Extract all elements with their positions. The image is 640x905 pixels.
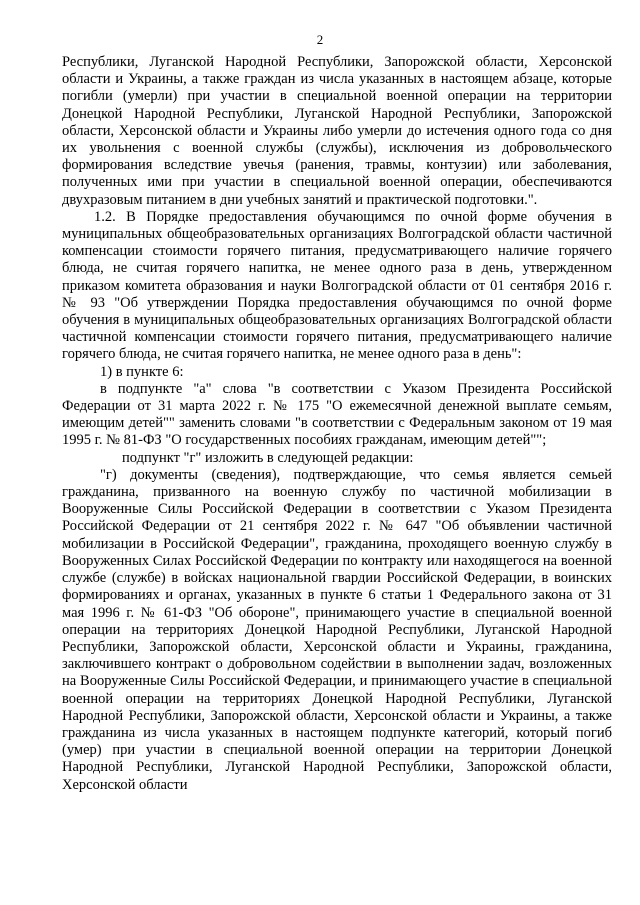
paragraph-item-1: 1) в пункте 6: (100, 363, 184, 380)
paragraph-subitem-g-text: "г) документы (сведения), подтверждающие, что семья является семьей гражданина, призванного на военную службу по частичной мобилизации в Вооруженные Силы Российской Федерации в соответствии с Указом Президента Российской Федерации от 21 сентября 2022 г. № 647 "Об объявлении частичной мобилизации в Российской Федерации", гражданина, проходящего военную службу в Вооруженных Силах Российской Федерации по контракту или находящегося на военной службе (службе) в войсках национальной гвардии Российской Федерации, в воинских формированиях и органах, указанных в пункте 6 статьи 1 Федерального закона от 31 мая 1996 г. № 61-ФЗ "Об обороне", принимающего участие в специальной военной операции на территориях Донецкой Народной Республики, Луганской Народной Республики, Запорожской области, Херсонской области и Украины, гражданина, заключившего контракт о добровольном содействии в выполнении задач, возложенных на Вооруженные Силы Российской Федерации, и принимающего участие в специальной военной операции на территориях Донецкой Народной Республики, Луганской Народной Республики, Запорожской области, Херсонской области и Украины, а также гражданина из числа указанных в настоящем подпункте категорий, который погиб (умер) при участии в специальной военной операции на территории Донецкой Народной Республики, Луганской Народной Республики, Запорожской области, Херсонской области (62, 466, 612, 793)
paragraph-subitem-g-intro: подпункт "г" изложить в следующей редакции: (122, 449, 414, 466)
paragraph-continuation: Республики, Луганской Народной Республики, Запорожской области, Херсонской области и Украины, а также граждан из числа указанных в настоящем абзаце, которые погибли (умерли) при участии в специальной военной операции на территории Донецкой Народной Республики, Луганской Народной Республики, Запорожской области, Херсонской области и Украины либо умерли до истечения одного года со дня их увольнения с военной службы (службы), исключения из добровольческого формирования вследствие увечья (ранения, травмы, контузии) или заболевания, полученных ими при участии в специальной военной операции, обеспечиваются двухразовым питанием в дни учебных занятий и практической подготовки.". (62, 54, 612, 208)
paragraph-1-2: 1.2. В Порядке предоставления обучающимся по очной форме обучения в муниципальных общеобразовательных организациях Волгоградской области частичной компенсации стоимости горячего питания, предусматривающего наличие горячего блюда, не считая горячего напитка, не менее одного раза в день, утвержденном приказом комитета образования и науки Волгоградской области от 01 сентября 2016 г. № 93 "Об утверждении Порядка предоставления обучающимся по очной форме обучения в муниципальных общеобразовательных организациях Волгоградской области частичной компенсации стоимости горячего питания, предусматривающего наличие горячего блюда, не считая горячего напитка, не менее одного раза в день": (62, 208, 612, 363)
page-number: 2 (316, 32, 324, 47)
document-body (62, 54, 612, 794)
paragraph-subitem-a: в подпункте "а" слова "в соответствии с Указом Президента Российской Федерации от 31 марта 2022 г. № 175 "О ежемесячной денежной выплате семьям, имеющим детей"" заменить словами "в соответствии с Федеральным законом от 19 мая 1995 г. № 81-ФЗ "О государственных пособиях гражданам, имеющим детей""; (62, 380, 612, 449)
